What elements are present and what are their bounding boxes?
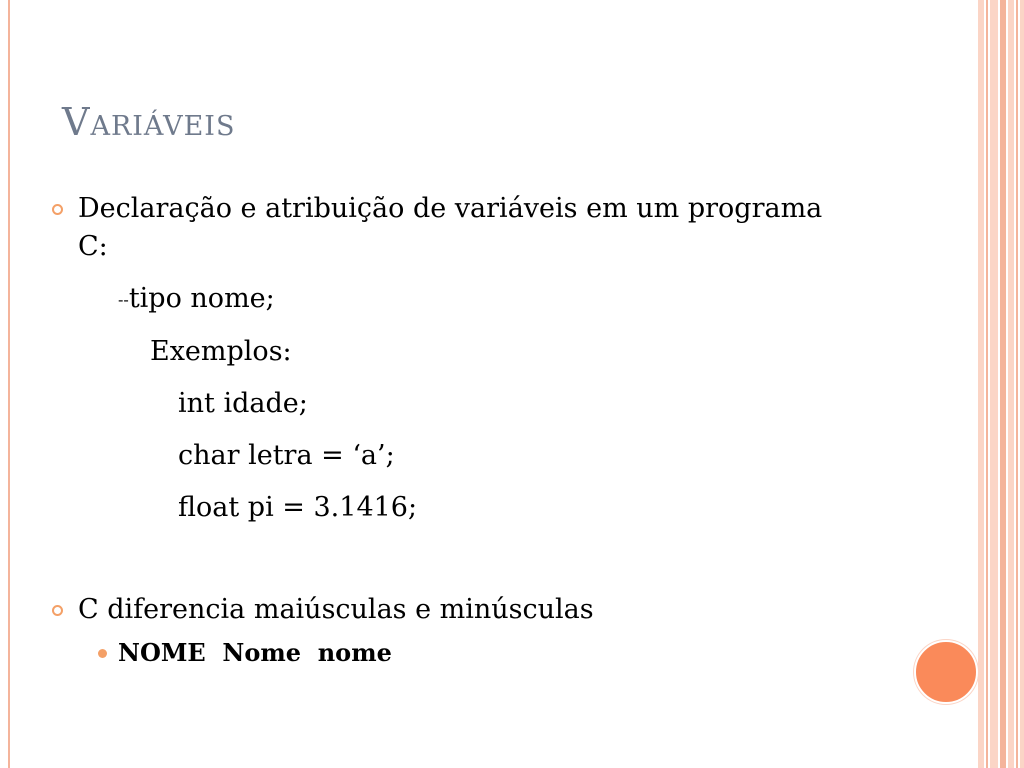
slide-title: Variáveis <box>62 100 236 144</box>
bullet-text-line1: Declaração e atribuição de variáveis em um programa <box>78 193 823 224</box>
right-decorative-stripe <box>1000 0 1006 768</box>
bullet-item-declaracao <box>52 190 952 527</box>
examples-label: Exemplos: <box>150 336 292 367</box>
syntax-dash: -- <box>118 290 129 309</box>
right-decorative-stripe <box>1008 0 1014 768</box>
left-decorative-line <box>8 0 10 768</box>
right-decorative-stripe <box>1020 0 1024 768</box>
example-line: float pi = 3.1416; <box>178 492 418 523</box>
sub-bullet-text: NOME Nome nome <box>118 638 392 667</box>
example-line: char letra = ‘a’; <box>178 440 395 471</box>
sub-bullet-dot-icon <box>98 649 107 658</box>
syntax-text: tipo nome; <box>128 283 275 314</box>
sub-bullet-item <box>52 637 952 669</box>
syntax-line <box>78 280 952 319</box>
right-decorative-stripe <box>986 0 988 768</box>
bullet-circle-icon <box>52 605 63 616</box>
slide-content <box>52 190 952 669</box>
bullet-text-line2: C: <box>78 231 108 262</box>
right-decorative-stripe <box>990 0 998 768</box>
bullet-item-case-sensitive <box>52 591 952 629</box>
right-decorative-stripe <box>978 0 984 768</box>
right-decorative-stripe <box>1016 0 1018 768</box>
example-line: int idade; <box>178 388 308 419</box>
bullet-circle-icon <box>52 204 63 215</box>
bullet-text: C diferencia maiúsculas e minúsculas <box>78 594 594 625</box>
